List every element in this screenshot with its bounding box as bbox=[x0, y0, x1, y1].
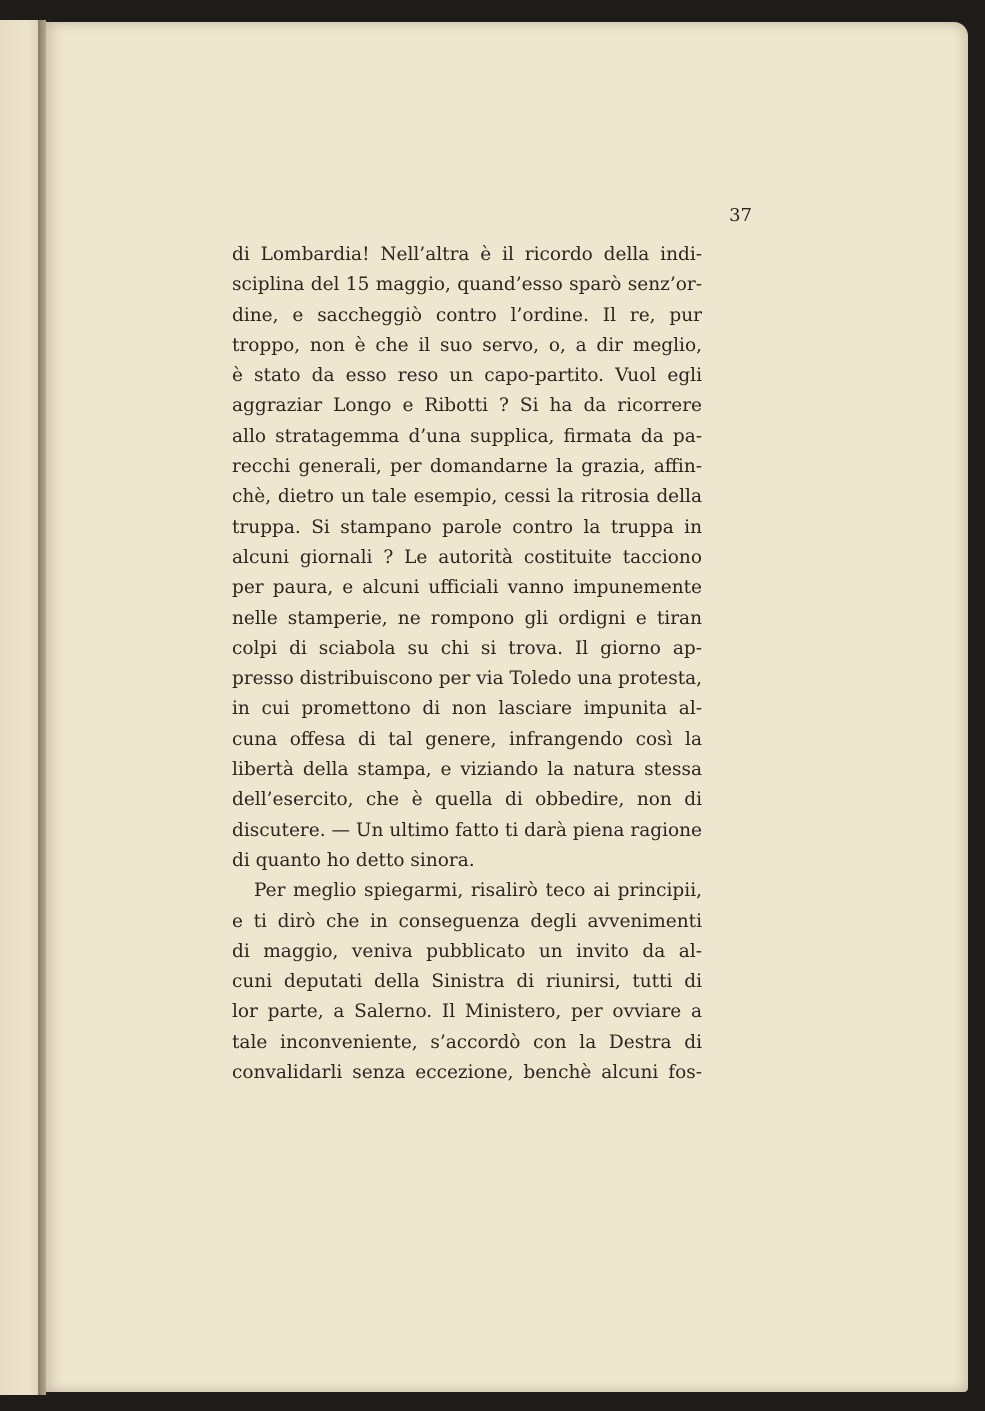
paragraph bbox=[232, 240, 702, 876]
text-line: e ti dirò che in conseguenza degli avvenimenti bbox=[232, 910, 702, 932]
text-line: aggraziar Longo e Ribotti ? Si ha da ricorrere bbox=[232, 395, 702, 417]
text-line: di Lombardia! Nell’altra è il ricordo della indi- bbox=[232, 244, 702, 265]
text-line: lor parte, a Salerno. Il Ministero, per ovviare a bbox=[232, 1001, 702, 1023]
text-line: alcuni giornali ? Le autorità costituite tacciono bbox=[232, 546, 702, 568]
text-line: convalidarli senza eccezione, benchè alcuni fos- bbox=[232, 1062, 702, 1084]
text-line: è stato da esso reso un capo-partito. Vuol egli bbox=[232, 365, 702, 387]
text-line: recchi generali, per domandarne la grazia, affin- bbox=[232, 456, 702, 478]
text-line: cuni deputati della Sinistra di riunirsi, tutti di bbox=[232, 971, 702, 993]
text-line: troppo, non è che il suo servo, o, a dir meglio, bbox=[232, 334, 702, 356]
text-line: chè, dietro un tale esempio, cessi la ritrosia della bbox=[232, 486, 702, 508]
text-line: in cui promettono di non lasciare impunita al- bbox=[232, 698, 702, 720]
text-line: di quanto ho detto sinora. bbox=[232, 849, 475, 871]
book-page bbox=[46, 22, 968, 1392]
text-line: discutere. — Un ultimo fatto ti darà piena ragione bbox=[232, 819, 702, 841]
text-line: colpi di sciabola su chi si trova. Il giorno ap- bbox=[232, 637, 702, 659]
text-line: tale inconveniente, s’accordò con la Destra di bbox=[232, 1031, 702, 1053]
text-line: dine, e saccheggiò contro l’ordine. Il re, pur bbox=[232, 304, 702, 326]
page-number: 37 bbox=[729, 205, 752, 226]
text-line: per paura, e alcuni ufficiali vanno impunemente bbox=[232, 577, 702, 599]
text-line: presso distribuiscono per via Toledo una protesta, bbox=[232, 668, 703, 690]
text-line: cuna offesa di tal genere, infrangendo così la bbox=[232, 728, 702, 750]
body-text bbox=[232, 240, 702, 1088]
text-line: libertà della stampa, e viziando la natura stessa bbox=[232, 759, 702, 781]
text-line: allo stratagemma d’una supplica, firmata da pa- bbox=[232, 425, 702, 447]
text-line: di maggio, veniva pubblicato un invito da al- bbox=[232, 940, 702, 962]
text-line: Per meglio spiegarmi, risalirò teco ai principii, bbox=[254, 880, 702, 902]
text-line: dell’esercito, che è quella di obbedire, non di bbox=[232, 789, 702, 811]
text-line: nelle stamperie, ne rompono gli ordigni e tiran bbox=[232, 607, 702, 629]
paragraph bbox=[232, 876, 702, 1088]
text-line: truppa. Si stampano parole contro la truppa in bbox=[232, 516, 702, 538]
text-line: sciplina del 15 maggio, quand’esso sparò senz’or- bbox=[232, 274, 702, 296]
